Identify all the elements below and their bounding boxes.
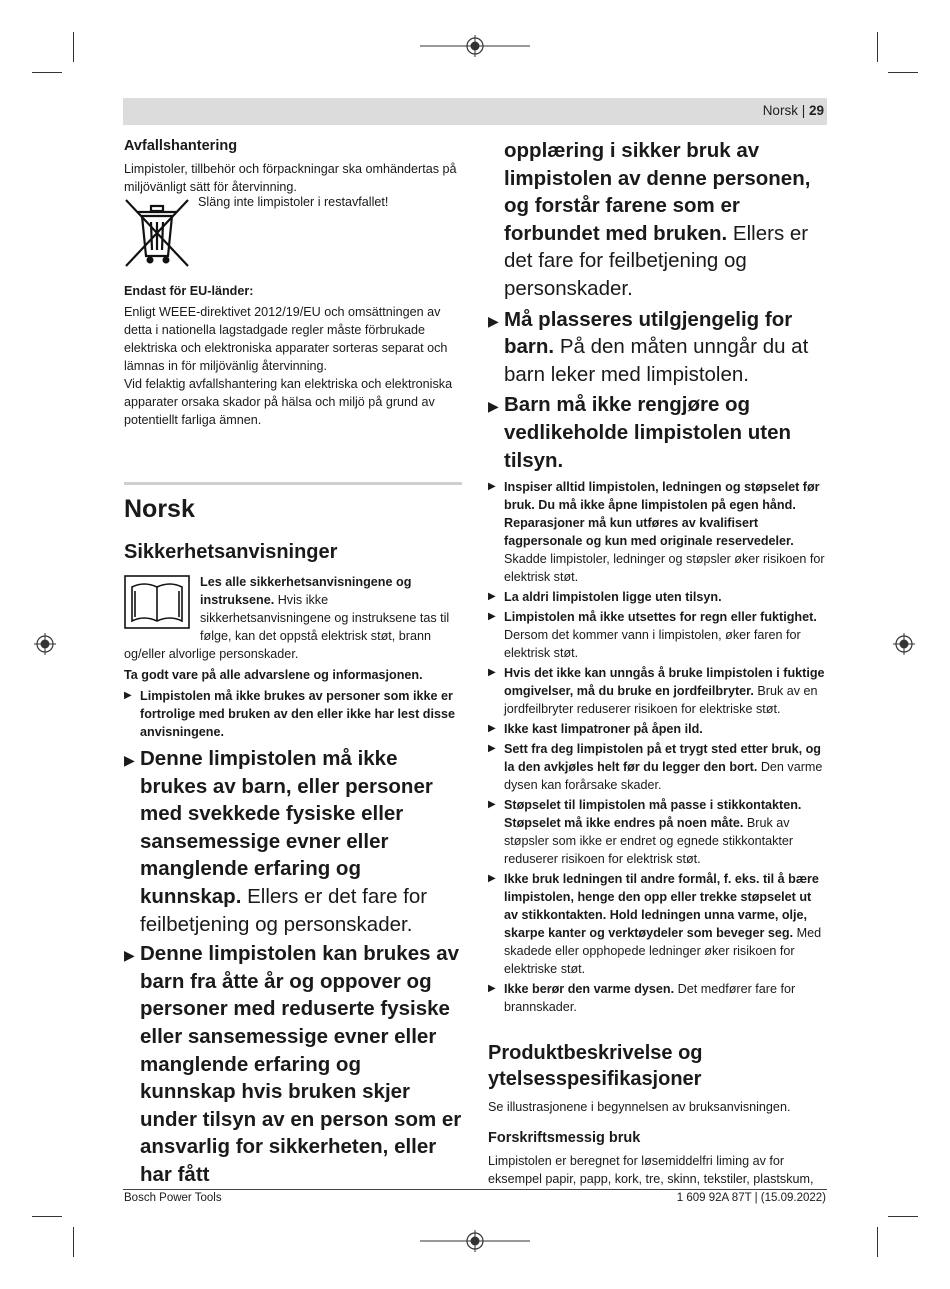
right-column: [488, 137, 826, 1188]
b1-rest: Skadde limpistoler, ledninger og støpsler øker risikoen for elektrisk støt.: [504, 552, 825, 585]
big-bullet-2-cont: [488, 137, 826, 303]
big3-rest: På den måten unngår du at barn leker med limpistolen.: [504, 335, 809, 386]
produkt-text: Se illustrasjonene i begynnelsen av bruksanvisningen.: [488, 1100, 791, 1115]
ta-godt-vare: Ta godt vare på alle advarslene og informasjonen.: [124, 668, 423, 682]
b4-bold: Hvis det ikke kan unngås å bruke limpistolen i fuktige omgivelser, må du bruke en jordfeilbryter.: [504, 666, 825, 699]
big1-bold: Denne limpistolen må ikke brukes av barn, eller personer med svekkede fysiske eller sansemessige evner eller manglende erfaring og kunnskap.: [140, 747, 433, 908]
weee-block: [124, 196, 462, 274]
bullet-inspiser: [488, 478, 826, 586]
sikker-title: Sikkerhetsanvisninger: [124, 541, 338, 563]
big3-bold: Må plasseres utilgjengelig for barn.: [504, 307, 793, 359]
registration-mark-icon: [420, 35, 530, 57]
b7-bold: Støpselet til limpistolen må passe i stikkontakten. Støpselet må ikke endres på noen måte.: [504, 798, 802, 831]
b7-rest: Bruk av støpsler som ikke er endret og egnede stikkontakter reduserer risikoen for elektrisk støt.: [504, 816, 794, 867]
registration-mark-icon: [34, 633, 56, 655]
avfall-warning: Släng inte limpistoler i restavfallet!: [198, 195, 389, 209]
big-bullet-1: [124, 745, 462, 938]
page-header: Norsk | 29: [762, 103, 824, 118]
eu-title: Endast för EU-länder:: [124, 284, 254, 298]
crop-mark: [877, 1227, 878, 1257]
crop-mark: [73, 32, 74, 62]
norsk-title: Norsk: [124, 495, 195, 523]
eu-text-1: Enligt WEEE-direktivet 2012/19/EU och omsättningen av detta i nationella lagstadgade regler måste förbrukade elektriska och elektroniska apparater sorteras separat och lämnas in för miljövänlig återvinning.: [124, 305, 448, 373]
produkt-title: Produktbeskrivelse og ytelsesspesifikasjoner: [488, 1042, 703, 1091]
footer-docnumber: 1 609 92A 87T | (15.09.2022): [676, 1192, 826, 1204]
section-divider: [124, 482, 462, 485]
bullet-dyse: [488, 980, 826, 1016]
b4-rest: Bruk av en jordfeilbryter reduserer risikoen for elektriske støt.: [504, 684, 818, 717]
eu-text-2: Vid felaktig avfallshantering kan elektriska och elektroniska apparater orsaka skador på hälsa och miljö på grund av potentiellt farliga ämnen.: [124, 377, 453, 427]
b3-bold: Limpistolen må ikke utsettes for regn eller fuktighet.: [504, 610, 817, 625]
crossed-bin-icon: [124, 198, 190, 270]
b8-rest: Med skadede eller opphopede ledninger øker risikoen for elektriske støt.: [504, 926, 822, 977]
crop-mark: [73, 1227, 74, 1257]
big-bullet-3: [488, 306, 826, 389]
footer-rule: [123, 1189, 827, 1190]
crop-mark: [888, 72, 918, 73]
big-bullet-4: ▶ Barn må ikke rengjøre og vedlikeholde limpistolen uten tilsyn.: [488, 391, 826, 474]
registration-mark-icon: [893, 633, 915, 655]
big-bullet-2: ▶ Denne limpistolen kan brukes av barn fra åtte år og oppover og personer med reduserte fysiske eller sansemessige evner eller manglende erfaring og kunnskap hvis bruken skjer under tilsyn av en person som er ansvarlig for sikkerheten, eller har fått: [124, 940, 462, 1188]
forskrift-text: Limpistolen er beregnet for løsemiddelfri liming av for eksempel papir, papp, kork, tre, skinn, tekstiler, plastskum,: [488, 1154, 814, 1187]
cont-rest: Ellers er det fare for feilbetjening og personskader.: [504, 221, 809, 300]
avfall-title: Avfallshantering: [124, 138, 238, 154]
big1-rest: Ellers er det fare for feilbetjening og personskader.: [140, 884, 428, 936]
b9-rest: Det medfører fare for brannskader.: [504, 982, 796, 1015]
sikker-bold: Les alle sikkerhetsanvisningene og instruksene.: [200, 575, 412, 607]
forskrift-title: Forskriftsmessig bruk: [488, 1130, 641, 1147]
header-section: Norsk: [762, 103, 798, 118]
b9-bold: Ikke berør den varme dysen.: [504, 982, 675, 997]
b6-rest: Den varme dysen kan forårsake skader.: [504, 760, 823, 793]
b1-bold: Inspiser alltid limpistolen, ledningen og støpselet før bruk. Du må ikke åpne limpistolen på egen hånd. Reparasjoner må kun utføres av kvalifisert fagpersonale og kun med originale reservedeler.: [504, 480, 820, 549]
bullet-tilsyn: ▶ La aldri limpistolen ligge uten tilsyn.: [488, 588, 826, 606]
bullet-ledning: [488, 870, 826, 978]
bullet-avkjoles: [488, 740, 826, 794]
avfall-text: Limpistoler, tillbehör och förpackningar ska omhändertas på miljövänligt sätt för återvinning.: [124, 162, 457, 194]
read-manual-block: [124, 573, 462, 663]
registration-mark-icon: [420, 1230, 530, 1252]
bullet-stopsel: [488, 796, 826, 868]
crop-mark: [32, 1216, 62, 1217]
crop-mark: [877, 32, 878, 62]
bullet-ild: ▶ Ikke kast limpatroner på åpen ild.: [488, 720, 826, 738]
sikker-rest: Hvis ikke sikkerhetsanvisningene og instruksene tas til følge, kan det oppstå elektrisk støt, brann og/eller alvorlige personskader.: [124, 593, 450, 661]
left-column: [124, 136, 462, 1189]
bullet-jordfeil: [488, 664, 826, 718]
b6-bold: Sett fra deg limpistolen på et trygt sted etter bruk, og la den avkjøles helt før du legger den bort.: [504, 742, 821, 775]
b8-bold: Ikke bruk ledningen til andre formål, f. eks. til å bære limpistolen, henge den opp eller trekke støpselet ut av stikkontakten. Hold ledningen unna varme, olje, skarpe kanter og verktøydeler som beveger seg.: [504, 872, 819, 941]
bullet-regn: [488, 608, 826, 662]
b3-rest: Dersom det kommer vann i limpistolen, øker faren for elektrisk støt.: [504, 628, 801, 661]
page-number: 29: [808, 103, 824, 118]
cont-bold: opplæring i sikker bruk av limpistolen av denne personen, og forstår farene som er forbundet med bruken.: [504, 139, 811, 245]
crop-mark: [32, 72, 62, 73]
bullet-1: ▶ Limpistolen må ikke brukes av personer som ikke er fortrolige med bruken av den eller ikke har lest disse anvisningene.: [124, 687, 462, 741]
read-manual-icon: [124, 575, 190, 629]
footer-brand: Bosch Power Tools: [124, 1192, 222, 1204]
crop-mark: [888, 1216, 918, 1217]
header-band: [123, 98, 827, 125]
